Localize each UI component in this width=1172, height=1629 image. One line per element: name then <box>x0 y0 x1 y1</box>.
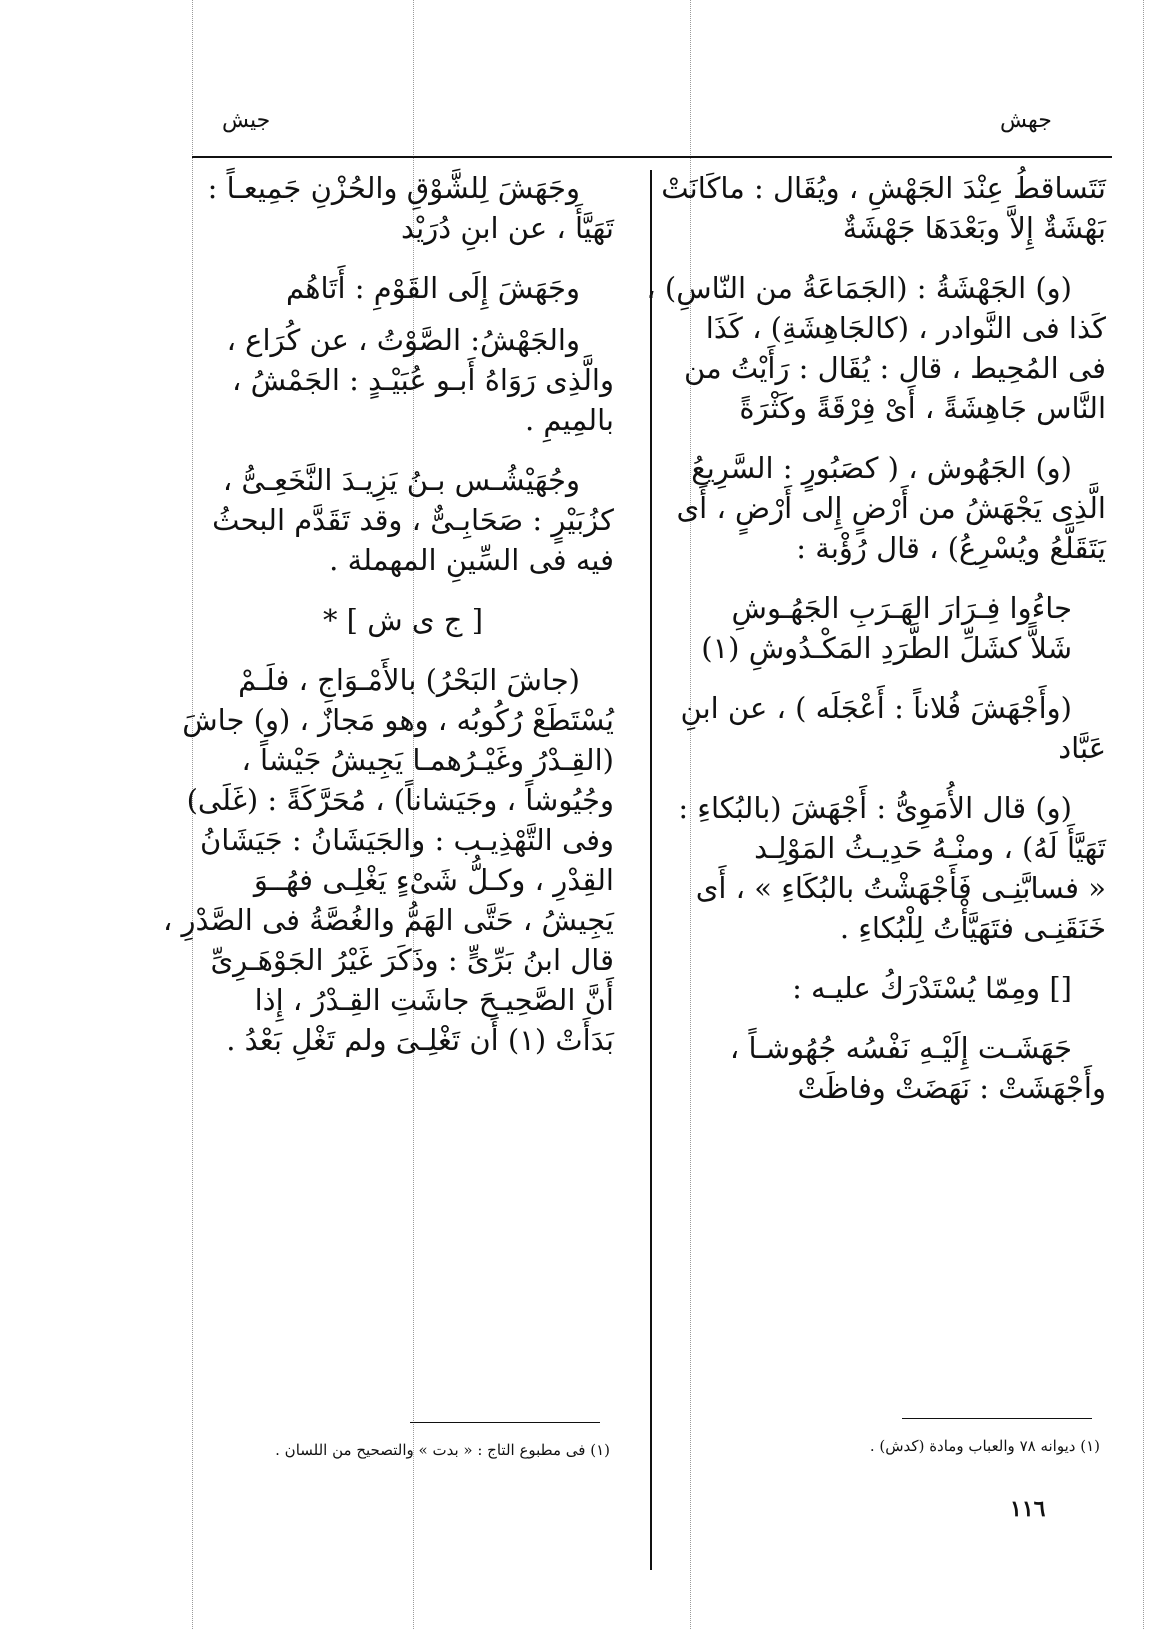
text-line: « فسابَّنِـى فَأَجْهَشْتُ بالبُكَاءِ » ، أَى <box>695 871 1106 905</box>
right-column <box>646 168 1106 1108</box>
text-line: يَتَقَلَّعُ ويُسْرِعُ) ، قال رُؤْبة : <box>796 531 1106 565</box>
text-line: وجُهَيْشُـس بـنُ يَزِيـدَ النَّخَعِـىُّ ، <box>222 463 580 497</box>
text-line: جَهَشَـت إِلَيْـهِ نَفْسُه جُهُوشـاً ، <box>729 1031 1072 1065</box>
text-line: والَّذِى رَوَاهُ أَبـو عُبَيْـدٍ : الجَمْشُ ، <box>232 363 614 397</box>
text-line: بَدَأَتْ (١) أَن تَغْلِـىَ ولم تَغْلِ بَعْدُ . <box>226 1023 614 1057</box>
text-line: بَهْشَةٌ إِلاَّ وبَعْدَهَا جَهْشَةٌ <box>842 211 1106 245</box>
text-line: بالمِيمِ . <box>525 403 614 437</box>
footnote-rule <box>410 1422 600 1423</box>
footnote: (١) ديوانه ٧٨ والعباب ومادة (كدش) . <box>869 1437 1100 1455</box>
entry-heading: [ ج ى ش ] * <box>322 603 484 637</box>
text-line: (و) قال الأُمَوِىُّ : أَجْهَشَ (بالبُكاءِ : <box>678 791 1072 825</box>
text-line: (و) الجَهْشَةُ : (الجَمَاعَةُ من النّاسِ) ، <box>646 271 1072 305</box>
text-line: كزُبَيْرٍ : صَحَابِـىٌّ ، وقد تَقَدَّم البحثُ <box>212 503 614 537</box>
running-head-left: جيش <box>222 108 271 133</box>
running-head-right: جهش <box>1000 108 1052 133</box>
text-line: يُسْتَطَعْ رُكُوبُه ، وهو مَجازٌ ، (و) جاشَ <box>182 703 614 737</box>
text-line: وجَهَشَ إِلَى القَوْمِ : أَتَاهُم <box>285 271 580 305</box>
column-divider <box>650 170 652 1570</box>
text-line: (القِـدْرُ وغَيْـرُهمـا يَجِيشُ جَيْشاً ، <box>241 743 614 777</box>
scan-guide-line <box>1143 0 1144 1629</box>
text-line: تَهَيَّأَ ، عن ابنِ دُرَيْد <box>400 211 614 245</box>
text-line: تَتَساقطُ عِنْدَ الجَهْشِ ، ويُقَال : ماكَانَتْ <box>661 171 1106 205</box>
text-line: (و) الجَهُوش ، ( كصَبُورٍ : السَّرِيعُ <box>691 451 1072 485</box>
header-rule <box>192 156 1112 158</box>
footnote: (١) فى مطبوع التاج : « بدت » والتصحيح من اللسان . <box>275 1441 610 1459</box>
text-line: فى المُحِيط ، قال : يُقَال : رَأَيْتُ من <box>684 351 1106 385</box>
text-line: أَنَّ الصَّحِيـحَ جاشَتِ القِـدْرُ ، إِذا <box>254 983 614 1017</box>
text-line: (جاشَ البَحْرُ) بالأَمْـوَاجِ ، فلَـمْ <box>238 663 580 697</box>
text-line: الَّذِى يَجْهَشُ من أَرْضٍ إِلى أَرْضٍ ، أَى <box>676 491 1106 525</box>
verse-line: شَلاًّ كشَلِّ الطَّرَدِ المَكْـدُوشِ (١) <box>701 631 1072 665</box>
footnote-rule <box>902 1418 1092 1419</box>
text-line: فيه فى السِّينِ المهملة . <box>329 543 614 577</box>
text-line: (وأَجْهَشَ فُلاناً : أَعْجَلَه ) ، عن ابنِ <box>680 691 1072 725</box>
text-line: قال ابنُ بَرِّىٍّ : وذَكَرَ غَيْرُ الجَوْهَـرِىِّ <box>210 943 614 977</box>
text-line: يَجِيشُ ، حَتَّى الهَمُّ والغُصَّةُ فى الصَّدْرِ ، <box>162 903 614 937</box>
text-line: والجَهْشُ: الصَّوْتُ ، عن كُرَاع ، <box>226 323 580 357</box>
left-column <box>162 168 614 1060</box>
text-line: عَبَّاد <box>1058 731 1106 765</box>
verse-line: جاءُوا فِـرَارَ الهَـرَبِ الجَهُـوشِ <box>731 591 1072 625</box>
text-line: كَذا فى النَّوادر ، (كالجَاهِشَةِ) ، كَذَا <box>705 311 1106 345</box>
text-line: وجُيُوشاً ، وجَيَشاناً) ، مُحَرَّكَةً : (غَلَى) <box>186 783 614 817</box>
text-line: [] ومِمّا يُسْتَدْرَكُ عليـه : <box>792 971 1072 1005</box>
text-line: وفى التَّهْذِيـب : والجَيَشَانُ : جَيَشَانُ <box>199 823 614 857</box>
page-number: ١١٦ <box>1010 1496 1046 1522</box>
text-line: خَنَقَنِـى فتَهَيَّأْتُ لِلْبُكاءِ . <box>839 911 1106 945</box>
text-line: وجَهَشَ لِلشَّوْقِ والحُزْنِ جَمِيعـاً : <box>207 171 580 205</box>
text-line: تَهَيَّأَ لَهُ) ، ومنْـهُ حَدِيـثُ المَوْلِـد <box>754 831 1106 865</box>
text-line: وأَجْهَشَتْ : نَهَضَتْ وفاظَتْ <box>797 1071 1106 1105</box>
text-line: القِدْرِ ، وكـلُّ شَىْءٍ يَغْلِـى فهُــوَ <box>253 863 614 897</box>
text-line: النَّاس جَاهِشَةً ، أَىْ فِرْقَةً وكَثْرَةً <box>739 391 1106 425</box>
